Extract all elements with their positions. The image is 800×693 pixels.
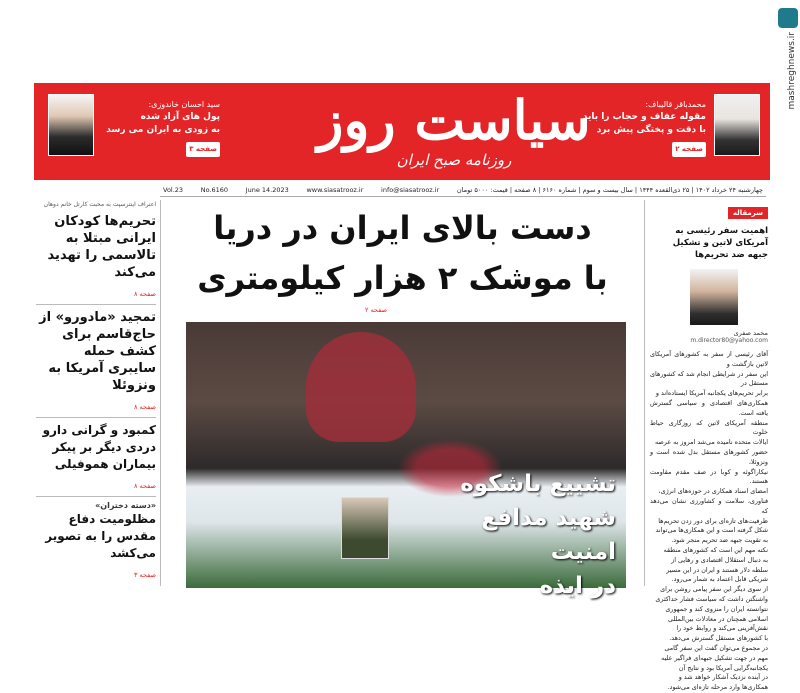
- photo-caption: [416, 467, 616, 603]
- issue-number-en: No.6160: [200, 185, 229, 194]
- editorial-line: شریکی قابل اعتماد به شمار می‌رود.: [671, 575, 768, 584]
- masthead-left-teaser[interactable]: [48, 92, 218, 172]
- right-teaser-line1: مقوله عفاف و حجاب را باید: [582, 112, 706, 122]
- editorial-column: [650, 200, 768, 692]
- editorial-line: به تقویت جبهه ضد تحریم منجر شود.: [671, 536, 768, 545]
- editorial-line: اسلامی همچنان در معادلات بین‌المللی: [667, 614, 768, 623]
- left-column: [36, 200, 156, 586]
- divider: [36, 417, 156, 418]
- issue-volume-en: Vol.23: [163, 185, 184, 194]
- left-ref-3: صفحه ۸: [133, 482, 156, 490]
- editorial-line: واشنگتن داشت که سیاست فشار حداکثری: [655, 594, 768, 603]
- editorial-line: با کشورهای مستقل گسترش می‌دهد.: [669, 634, 768, 643]
- editorial-line: همکاری‌ها وارد مرحله تازه‌ای می‌شود.: [667, 683, 768, 692]
- author-portrait: [690, 269, 738, 325]
- funeral-photo[interactable]: [186, 322, 626, 599]
- editorial-line: برابر تحریم‌های یکجانبه آمریکا ایستاده‌اند و: [655, 389, 768, 398]
- left-teaser-caption: [102, 98, 220, 157]
- left-teaser-line1: پول های آزاد شده: [140, 112, 220, 122]
- watermark: [776, 0, 800, 120]
- author-email: m.director80@yahoo.com: [690, 337, 768, 344]
- editorial-line: شکل گرفته است و این همکاری‌ها می‌تواند: [655, 526, 768, 535]
- editorial-line: در مجموع می‌توان گفت این سفر گامی: [664, 643, 768, 652]
- photo-caption-line1: تشییع باشکوه: [460, 471, 616, 497]
- issue-email[interactable]: info@siasatrooz.ir: [381, 185, 440, 194]
- photo-caption-line3: در ایذه: [539, 573, 616, 599]
- editorial-line: حضور کشورهای مستقل بدل شده است و ونزوئلا،: [650, 447, 768, 466]
- qalibaf-portrait: [714, 94, 760, 156]
- issue-info-bar: [160, 183, 766, 197]
- column-divider: [160, 200, 161, 586]
- newspaper-title: سیاست روز: [317, 88, 591, 152]
- right-teaser-name: محمدباقر قالیباف:: [645, 100, 706, 109]
- left-headline-2[interactable]: تمجید «مادورو» از حاج‌قاسم برای کشف حمله سایبری آمریکا به ونزوئلا: [39, 310, 156, 393]
- left-teaser-ref: صفحه ۳: [186, 142, 220, 157]
- left-intro: اعتراف اینترسپت به محبت کارتل خانم دوهان: [43, 201, 156, 208]
- editorial-line: سلطه دلار هستند و ایران در این مسیر: [666, 565, 768, 574]
- divider: [36, 304, 156, 305]
- main-headline-line2: با موشک ۲ هزار کیلومتری: [197, 259, 608, 297]
- editorial-line: منطقه آمریکای لاتین که روزگاری حیاط خلوت: [650, 418, 768, 437]
- left-headline-1[interactable]: تحریم‌ها کودکان ایرانی مبتلا به تالاسمی را تهدید می‌کند: [47, 214, 156, 280]
- editorial-line: در آینده نزدیک آشکار خواهد شد و: [678, 673, 768, 682]
- editorial-badge: سرمقاله: [728, 207, 768, 219]
- left-headline-3[interactable]: کمبود و گرانی دارو دردی دیگر بر پیکر بیماران هموفیلی: [42, 423, 156, 471]
- photo-caption-line2: شهید مدافع امنیت: [481, 505, 616, 565]
- masthead-right-teaser[interactable]: [583, 92, 760, 172]
- editorial-title[interactable]: اهمیت سفر رئیسی به آمریکای لاتین و تشکیل جبهه ضد تحریم‌ها: [672, 226, 768, 260]
- editorial-line: فناوری، سلامت و کشاورزی نشان می‌دهد که: [650, 496, 768, 515]
- mourning-girl-figure: [306, 332, 416, 442]
- issue-date-en: June 14.2023: [245, 185, 289, 194]
- main-headline-line1: دست بالای ایران در دریا: [213, 209, 592, 247]
- left-ref-2: صفحه ۸: [133, 403, 156, 411]
- watermark-text: mashreghnews.ir: [787, 32, 797, 110]
- editorial-line: از سوی دیگر این سفر پیامی روشن برای: [660, 585, 768, 594]
- column-divider: [644, 200, 645, 586]
- editorial-line: این سفر در شرایطی انجام شد که کشورهای مستقل در: [650, 369, 768, 388]
- editorial-line: نیکاراگوئه و کوبا در صف مقدم مقاومت هستند.: [650, 467, 768, 486]
- editorial-line: نکته مهم این است که کشورهای منطقه: [663, 545, 768, 554]
- editorial-body: [650, 350, 768, 693]
- main-headline[interactable]: [165, 203, 640, 303]
- editorial-line: نقش‌آفرینی می‌کند و روابط خود را: [676, 624, 768, 633]
- right-teaser-ref: صفحه ۲: [672, 142, 706, 157]
- left-ref-1: صفحه ۸: [133, 290, 156, 298]
- left-headline-4[interactable]: مظلومیت دفاع مقدس را به تصویر می‌کشد: [45, 512, 156, 560]
- left-teaser-name: سید احسان خاندوزی:: [148, 100, 220, 109]
- divider: [36, 496, 156, 497]
- left-kicker: «دسته دختران»: [95, 501, 156, 510]
- editorial-line: یکجانبه‌گرایی آمریکا بود و نتایج آن: [678, 663, 768, 672]
- editorial-line: مهم در جهت تشکیل جبهه‌ای فراگیر علیه: [661, 653, 768, 662]
- left-ref-4: صفحه ۳: [133, 571, 156, 579]
- editorial-line: نتوانسته ایران را منزوی کند و جمهوری: [665, 604, 768, 613]
- editorial-line: به دنبال استقلال اقتصادی و رهایی از: [671, 555, 768, 564]
- issue-date: چهارشنبه ۲۴ خرداد ۱۴۰۲ | ۲۵ ذی‌القعده ۱۴۴۴ | سال بیست و سوم | شماره ۶۱۶۰ | ۸ صفحه | قیمت: ۵۰۰۰ تومان: [456, 185, 763, 194]
- right-teaser-line2: با دقت و پختگی پیش برد: [596, 125, 706, 135]
- editorial-line: آقای رئیسی از سفر به کشورهای آمریکای لاتین بازگشت و: [650, 350, 768, 368]
- khandouzi-portrait: [48, 94, 94, 156]
- author-name: محمد صفری: [733, 329, 768, 337]
- mashregh-logo-icon: [778, 8, 798, 28]
- editorial-line: امضای اسناد همکاری در حوزه‌های انرژی،: [658, 487, 768, 496]
- left-teaser-line2: به زودی به ایران می رسد: [106, 125, 220, 135]
- right-teaser-caption: [581, 98, 706, 157]
- newspaper-subtitle: روزنامه صبح ایران: [396, 151, 512, 169]
- main-headline-ref: صفحه ۲: [365, 306, 388, 314]
- martyr-portrait: [341, 497, 389, 559]
- editorial-line: ظرفیت‌های تازه‌ای برای دور زدن تحریم‌ها: [658, 516, 768, 525]
- editorial-line: ایالات متحده نامیده می‌شد امروز به عرصه: [654, 438, 768, 447]
- editorial-line: همکاری‌های اقتصادی و سیاسی گسترش یافته است.: [650, 398, 768, 417]
- issue-website[interactable]: www.siasatrooz.ir: [306, 185, 364, 194]
